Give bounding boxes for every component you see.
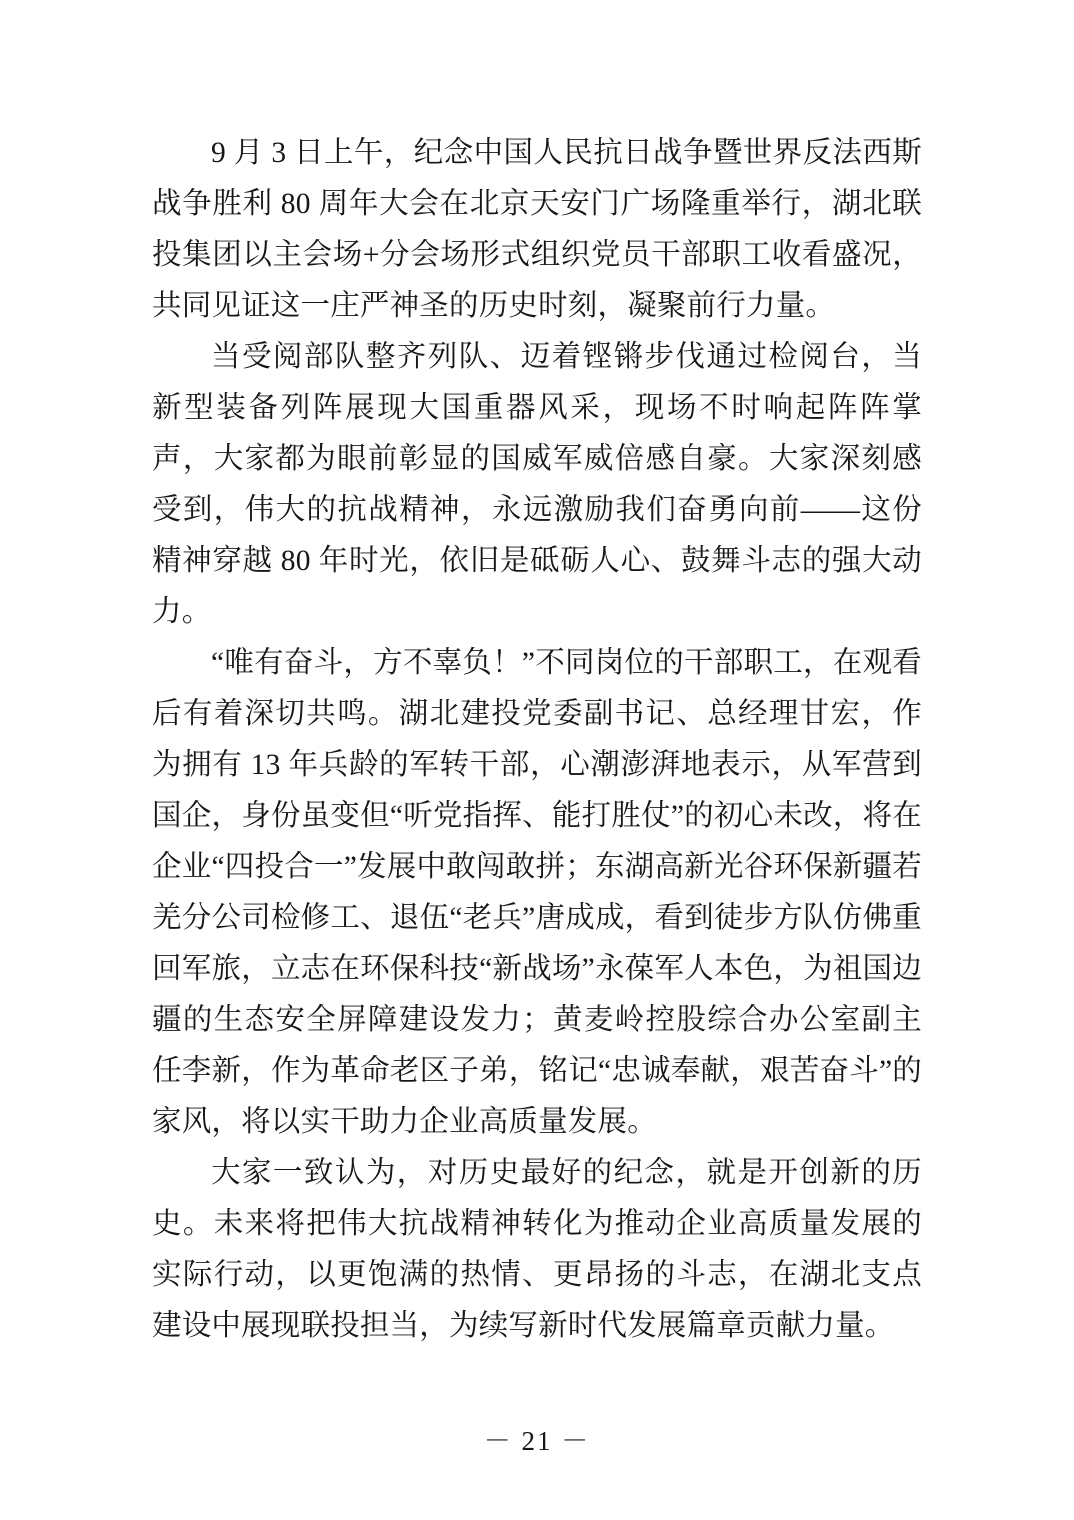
paragraph-4: 大家一致认为，对历史最好的纪念，就是开创新的历史。未来将把伟大抗战精神转化为推动企业高质量发展的实际行动，以更饱满的热情、更昂扬的斗志，在湖北支点建设中展现联投担当，为续写新时代发展篇章贡献力量。: [152, 1157, 922, 1342]
document-body: [152, 128, 922, 1352]
paragraph-1: 9 月 3 日上午，纪念中国人民抗日战争暨世界反法西斯战争胜利 80 周年大会在北京天安门广场隆重举行，湖北联投集团以主会场+分会场形式组织党员干部职工收看盛况，共同见证这一庄严神圣的历史时刻，凝聚前行力量。: [152, 137, 922, 322]
page-number: － 21 －: [483, 1426, 591, 1456]
paragraph-2: 当受阅部队整齐列队、迈着铿锵步伐通过检阅台，当新型装备列阵展现大国重器风采，现场不时响起阵阵掌声，大家都为眼前彰显的国威军威倍感自豪。大家深刻感受到，伟大的抗战精神，永远激励我们奋勇向前——这份精神穿越 80 年时光，依旧是砥砺人心、鼓舞斗志的强大动力。: [152, 341, 922, 628]
paragraph-3: “唯有奋斗，方不辜负！”不同岗位的干部职工，在观看后有着深切共鸣。湖北建投党委副书记、总经理甘宏，作为拥有 13 年兵龄的军转干部，心潮澎湃地表示，从军营到国企，身份虽变但“听党指挥、能打胜仗”的初心未改，将在企业“四投合一”发展中敢闯敢拼；东湖高新光谷环保新疆若羌分公司检修工、退伍“老兵”唐成成，看到徒步方队仿佛重回军旅，立志在环保科技“新战场”永葆军人本色，为祖国边疆的生态安全屏障建设发力；黄麦岭控股综合办公室副主任李新，作为革命老区子弟，铭记“忠诚奉献，艰苦奋斗”的家风，将以实干助力企业高质量发展。: [152, 647, 922, 1138]
